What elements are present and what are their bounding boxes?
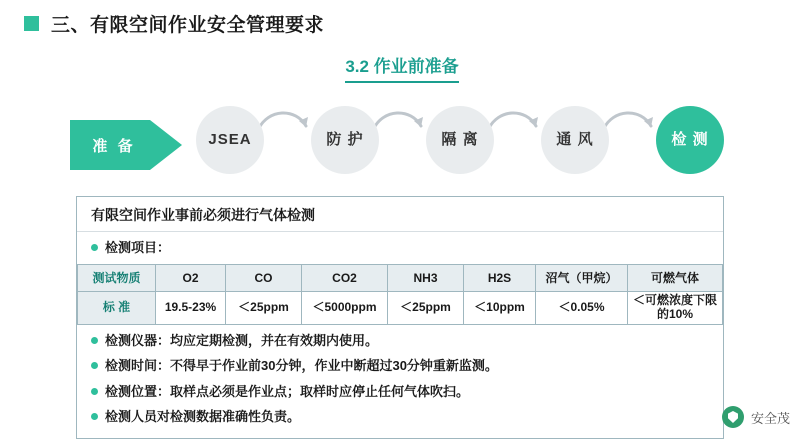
list-item — [77, 325, 723, 354]
section-title-label: 3.2 作业前准备 — [345, 52, 458, 83]
bullet-dot-icon — [91, 244, 98, 251]
table-header-row — [78, 264, 723, 291]
table-row-label: 标 准 — [78, 291, 156, 324]
flow-step-ventilation — [541, 106, 609, 174]
table-header-co: CO — [226, 264, 302, 291]
requirement-instrument-label: 检测仪器： — [105, 332, 171, 348]
flow-step-jsea-label: JSEA — [208, 130, 252, 148]
flow-step-isolation — [426, 106, 494, 174]
detection-items-heading — [77, 232, 723, 262]
gas-table-wrapper — [77, 262, 723, 325]
bullet-dot-icon — [91, 337, 98, 344]
requirement-location-label: 检测位置： — [105, 383, 171, 399]
bullet-dot-icon — [91, 413, 98, 420]
page-title: 三、有限空间作业安全管理要求 — [51, 15, 325, 36]
watermark — [722, 406, 790, 428]
list-item — [77, 404, 723, 430]
table-header-o2: O2 — [156, 264, 226, 291]
requirement-personnel-label: 检测人员对检测数据准确性负责。 — [105, 409, 301, 425]
table-header-methane: 沼气（甲烷） — [536, 264, 628, 291]
flow-step-detection — [656, 106, 724, 174]
requirement-time-label: 检测时间： — [105, 358, 171, 374]
requirement-time-text: 不得早于作业前30分钟，作业中断超过30分钟重新监测。 — [170, 358, 498, 374]
flow-step-protection — [311, 106, 379, 174]
table-header-substance: 测试物质 — [78, 264, 156, 291]
flow-step-protection-label: 防 护 — [326, 130, 364, 148]
panel-title: 有限空间作业事前必须进行气体检测 — [77, 197, 723, 232]
requirement-instrument-text: 均应定期检测，并在有效期内使用。 — [170, 332, 379, 348]
table-cell-co2: ＜5000ppm — [302, 291, 388, 324]
process-flow — [70, 106, 735, 184]
flow-step-detection-label: 检 测 — [671, 130, 709, 148]
flow-step-jsea — [196, 106, 264, 174]
bullet-dot-icon — [91, 362, 98, 369]
flow-start-arrow — [70, 120, 182, 170]
list-item — [77, 379, 723, 405]
table-cell-methane: ＜0.05% — [536, 291, 628, 324]
gas-detection-panel — [76, 196, 724, 439]
gas-standards-table — [77, 264, 723, 325]
table-header-co2: CO2 — [302, 264, 388, 291]
table-row — [78, 291, 723, 324]
table-header-combustible: 可燃气体 — [628, 264, 723, 291]
header-marker-icon — [24, 16, 39, 31]
table-header-h2s: H2S — [464, 264, 536, 291]
section-title — [0, 52, 804, 83]
watermark-logo-icon — [722, 406, 744, 428]
table-cell-h2s: ＜10ppm — [464, 291, 536, 324]
detection-items-label: 检测项目： — [105, 240, 171, 255]
watermark-text: 安全茂 — [750, 410, 790, 426]
requirement-location-text: 取样点必须是作业点；取样时应停止任何气体吹扫。 — [170, 383, 470, 399]
bullet-dot-icon — [91, 388, 98, 395]
table-cell-o2: 19.5-23% — [156, 291, 226, 324]
table-cell-nh3: ＜25ppm — [388, 291, 464, 324]
flow-step-ventilation-label: 通 风 — [556, 130, 594, 148]
table-header-nh3: NH3 — [388, 264, 464, 291]
list-item — [77, 353, 723, 379]
detection-requirements-list — [77, 325, 723, 438]
table-cell-co: ＜25ppm — [226, 291, 302, 324]
table-cell-combustible: ＜可燃浓度下限的10% — [628, 291, 723, 324]
page-header — [24, 10, 324, 37]
flow-step-isolation-label: 隔 离 — [441, 130, 479, 148]
flow-start-label: 准 备 — [92, 137, 136, 155]
